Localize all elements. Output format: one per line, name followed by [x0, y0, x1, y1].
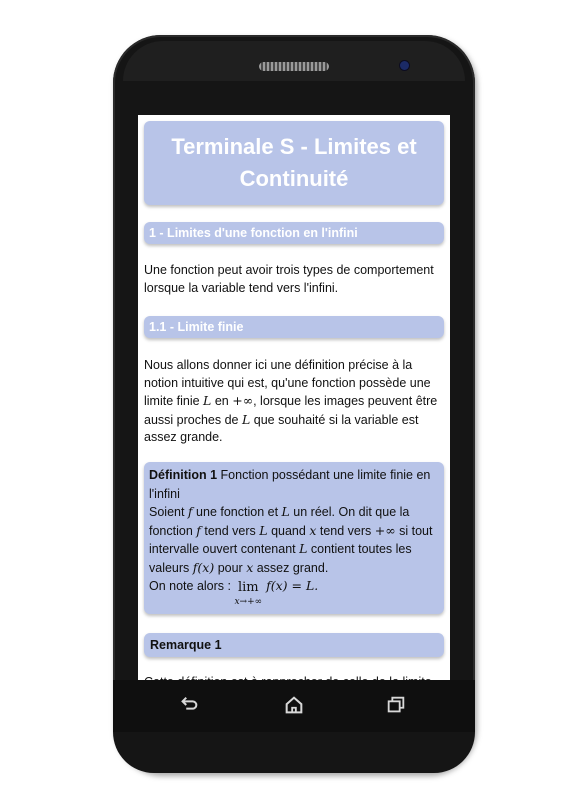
section-header-limites-infini: 1 - Limites d'une fonction en l'infini — [144, 222, 444, 244]
definition-label: Définition 1 — [149, 468, 218, 482]
def-text: contient toutes les valeurs — [149, 542, 412, 575]
def-text: tend vers — [200, 523, 260, 538]
page-title: Terminale S - Limites et Continuité — [144, 121, 444, 205]
def-text: quand — [267, 523, 310, 538]
phone-bottom-bezel — [113, 732, 475, 773]
math-fx: f(x) — [192, 559, 215, 575]
math-L: L — [299, 541, 308, 556]
para-text: Nous allons donner ici une définition précise à la notion intuitive qui est, qu'une fonction possède une limite finie — [144, 358, 431, 408]
def-text: assez grand. — [253, 560, 329, 575]
speaker-grille — [259, 62, 329, 71]
definition-card — [144, 462, 444, 614]
definition-heading — [149, 466, 439, 503]
android-navigation-bar — [113, 680, 475, 732]
back-icon — [178, 694, 200, 716]
math-L: L — [281, 504, 290, 519]
limite-finie-paragraph — [144, 357, 444, 447]
section-header-limite-finie: 1.1 - Limite finie — [144, 316, 444, 338]
definition-title: Fonction possédant une limite finie en l'infini — [149, 468, 431, 501]
math-plus-infinity: +∞ — [374, 522, 396, 538]
def-text: tend vers — [316, 523, 375, 538]
definition-body — [149, 503, 439, 577]
definition-notation — [149, 577, 439, 609]
math-plus-infinity: +∞ — [232, 393, 254, 408]
limit-expression — [234, 580, 262, 609]
def-text: une fonction et — [192, 505, 282, 519]
front-camera — [400, 61, 409, 70]
lim-subscript: x→+∞ — [234, 597, 263, 607]
home-button[interactable] — [281, 692, 307, 718]
math-x: x — [309, 522, 317, 538]
math-f: f — [196, 522, 201, 538]
def-text: un réel. On dit que la fonction — [149, 505, 410, 538]
math-x: x — [246, 559, 254, 575]
back-button[interactable] — [176, 692, 202, 718]
screen — [138, 115, 450, 680]
recents-icon — [385, 694, 407, 716]
para-text: , lorsque les images peuvent être aussi proches de — [144, 394, 438, 427]
phone-top-bezel — [123, 41, 465, 81]
def-text: pour — [214, 560, 247, 575]
note-label: On note alors : — [149, 579, 235, 593]
home-icon — [283, 694, 305, 716]
limit-body: f(x) = L. — [262, 578, 319, 593]
phone-frame — [113, 35, 475, 773]
recents-button[interactable] — [383, 692, 409, 718]
lim-operator: lim — [237, 580, 259, 595]
math-f: f — [187, 504, 193, 519]
math-L: L — [259, 522, 268, 538]
remark-header: Remarque 1 — [144, 633, 444, 657]
math-L: L — [203, 393, 212, 408]
para-text: que souhaité si la variable est assez grande. — [144, 412, 419, 444]
math-L: L — [241, 411, 251, 427]
def-text: Soient — [149, 505, 188, 519]
def-text: si tout intervalle ouvert contenant — [149, 523, 433, 556]
intro-paragraph: Une fonction peut avoir trois types de comportement lorsque la variable tend vers l'infini. — [144, 263, 434, 295]
para-text: en — [211, 394, 233, 408]
